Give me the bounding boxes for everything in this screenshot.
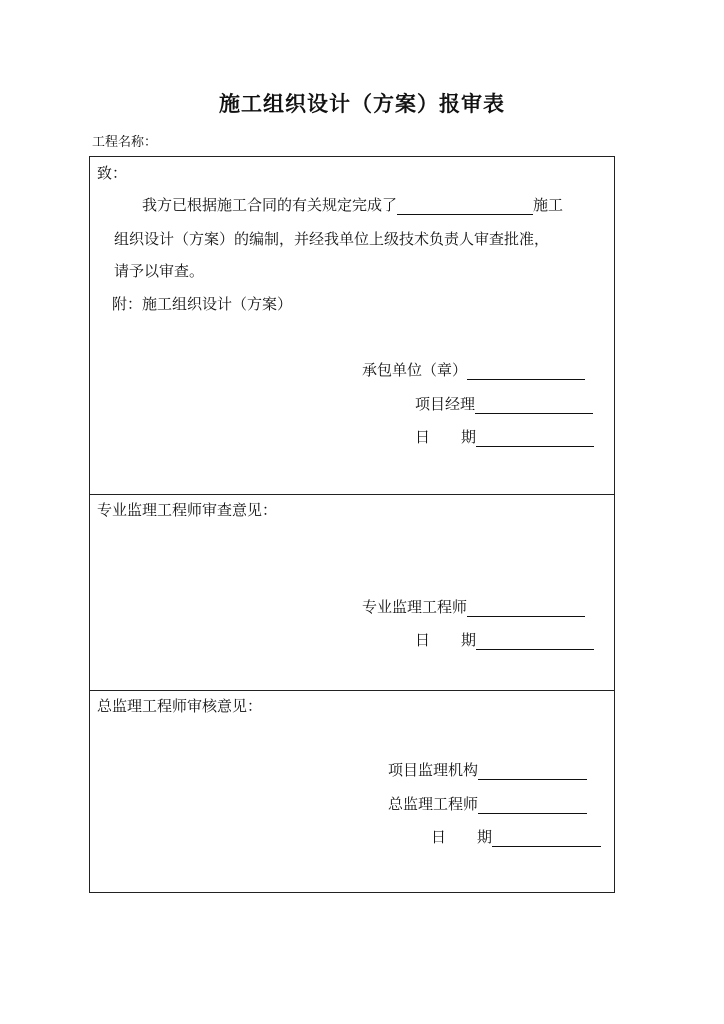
date-label-period: 期 xyxy=(461,428,477,446)
date-blank-2[interactable] xyxy=(476,633,594,650)
project-manager-row xyxy=(415,394,593,414)
submission-section xyxy=(90,157,614,495)
specialist-review-section xyxy=(90,494,614,691)
supervision-agency-row xyxy=(388,760,587,780)
contractor-label: 承包单位（章） xyxy=(362,361,468,379)
date-row-2 xyxy=(415,630,594,650)
project-manager-blank[interactable] xyxy=(475,397,593,414)
date-blank-3[interactable] xyxy=(492,830,601,847)
date-label-day: 日 xyxy=(415,631,431,649)
plan-name-blank[interactable] xyxy=(397,198,533,215)
completion-statement-line1 xyxy=(142,195,563,215)
supervision-agency-blank[interactable] xyxy=(478,763,587,780)
specialist-engineer-row xyxy=(362,597,585,617)
chief-engineer-row xyxy=(388,794,587,814)
contractor-blank[interactable] xyxy=(467,363,585,380)
to-label: 致： xyxy=(97,164,128,182)
date-label-day: 日 xyxy=(415,428,431,446)
completion-statement-suffix: 施工 xyxy=(533,196,564,214)
specialist-engineer-blank[interactable] xyxy=(467,600,585,617)
project-manager-label: 项目经理 xyxy=(415,395,476,413)
project-name-label: 工程名称： xyxy=(92,135,158,150)
chief-engineer-label: 总监理工程师 xyxy=(388,795,479,813)
supervision-agency-label: 项目监理机构 xyxy=(388,761,479,779)
chief-engineer-blank[interactable] xyxy=(478,797,587,814)
chief-review-heading: 总监理工程师审核意见： xyxy=(97,697,263,715)
date-label-day: 日 xyxy=(431,828,447,846)
completion-statement-line3: 请予以审查。 xyxy=(114,262,205,280)
specialist-review-heading: 专业监理工程师审查意见： xyxy=(97,501,278,519)
specialist-engineer-label: 专业监理工程师 xyxy=(362,598,468,616)
chief-review-section xyxy=(90,690,614,892)
contractor-row xyxy=(362,360,585,380)
completion-statement-line2: 组织设计（方案）的编制，并经我单位上级技术负责人审查批准， xyxy=(114,230,550,248)
attachment-label: 附：施工组织设计（方案） xyxy=(112,295,293,313)
date-blank-1[interactable] xyxy=(476,430,594,447)
date-row-3 xyxy=(431,827,601,847)
date-label-period: 期 xyxy=(477,828,493,846)
date-label-period: 期 xyxy=(461,631,477,649)
completion-statement-prefix: 我方已根据施工合同的有关规定完成了 xyxy=(142,196,398,214)
approval-form xyxy=(89,156,615,893)
date-row-1 xyxy=(415,427,594,447)
form-title: 施工组织设计（方案）报审表 xyxy=(219,92,505,116)
